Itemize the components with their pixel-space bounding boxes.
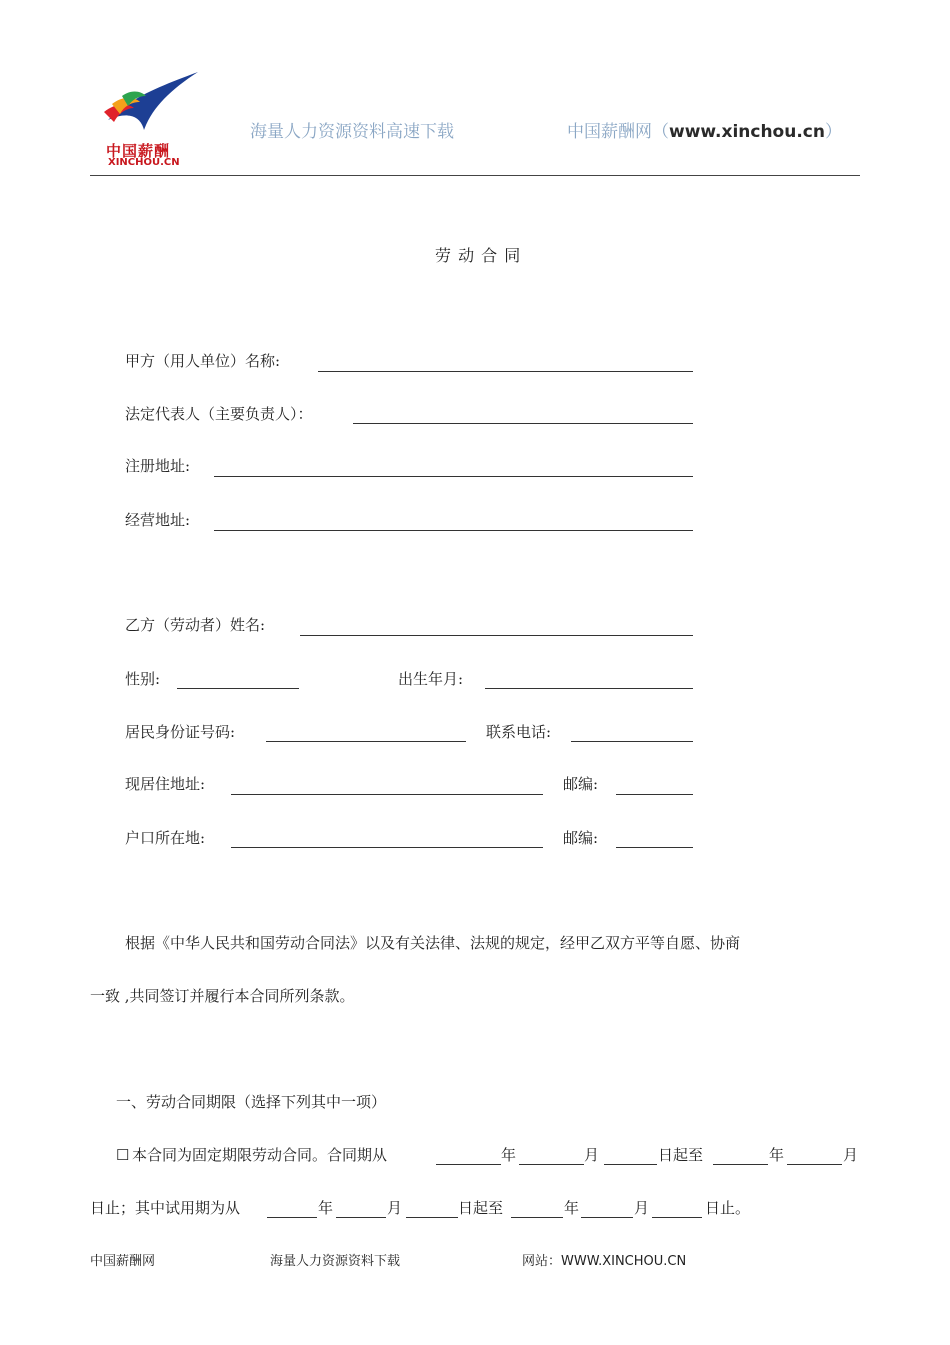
probation-end-month-unit: 月 xyxy=(634,1199,650,1217)
party-b-name-label: 乙方（劳动者）姓名: xyxy=(125,616,266,634)
header-site-prefix: 中国薪酬网（ xyxy=(567,122,669,142)
gender-label: 性别: xyxy=(125,670,161,688)
birth-label: 出生年月: xyxy=(398,670,464,688)
id-no-label: 居民身份证号码: xyxy=(125,723,236,741)
footer-left: 中国薪酬网 xyxy=(90,1254,156,1269)
intro-line-2: 一致 ,共同签订并履行本合同所列条款。 xyxy=(90,987,355,1005)
header-divider xyxy=(90,175,860,176)
end-year-field[interactable] xyxy=(713,1164,768,1165)
biz-address-field[interactable] xyxy=(214,530,693,531)
start-year-unit: 年 xyxy=(501,1146,517,1164)
footer-right xyxy=(522,1250,686,1269)
id-no-field[interactable] xyxy=(266,741,466,742)
probation-end-month-field[interactable] xyxy=(581,1217,633,1218)
probation-start-year-unit: 年 xyxy=(318,1199,334,1217)
probation-start-month-field[interactable] xyxy=(336,1217,386,1218)
footer-site-url[interactable]: WWW.XINCHOU.CN xyxy=(561,1254,687,1269)
probation-start-day-field[interactable] xyxy=(406,1217,458,1218)
reg-address-label: 注册地址: xyxy=(125,457,191,475)
end-year-unit: 年 xyxy=(769,1146,785,1164)
phone-field[interactable] xyxy=(571,741,693,742)
header-site-url[interactable]: www.xinchou.cn xyxy=(669,122,825,142)
phone-label: 联系电话: xyxy=(486,723,552,741)
legal-rep-label: 法定代表人（主要负责人）： xyxy=(125,405,313,423)
probation-start-year-field[interactable] xyxy=(267,1217,317,1218)
hukou-label: 户口所在地: xyxy=(125,829,206,847)
start-month-unit: 月 xyxy=(584,1146,600,1164)
birth-field[interactable] xyxy=(485,688,693,689)
party-a-name-label: 甲方（用人单位）名称: xyxy=(125,352,281,370)
footer-site-label: 网站： xyxy=(522,1254,562,1269)
header-slogan: 海量人力资源资料高速下载 xyxy=(250,122,454,142)
probation-end-day-field[interactable] xyxy=(652,1217,702,1218)
header-site xyxy=(567,117,842,142)
page-title: 劳 动 合 同 xyxy=(435,246,522,265)
logo-swoosh-icon xyxy=(100,68,210,138)
start-year-field[interactable] xyxy=(436,1164,501,1165)
start-month-field[interactable] xyxy=(519,1164,584,1165)
gender-field[interactable] xyxy=(177,688,299,689)
fixed-term-checkbox[interactable]: ☐ xyxy=(116,1146,130,1164)
zip2-field[interactable] xyxy=(616,847,693,848)
reg-address-field[interactable] xyxy=(214,476,693,477)
probation-end-day-unit: 日止。 xyxy=(705,1199,751,1217)
logo-text-cn: 中国薪酬 xyxy=(106,142,171,160)
start-day-unit: 日起至 xyxy=(658,1146,704,1164)
footer-middle: 海量人力资源资料下载 xyxy=(270,1254,401,1269)
section-1-heading: 一、劳动合同期限（选择下列其中一项） xyxy=(116,1093,387,1111)
hukou-field[interactable] xyxy=(231,847,543,848)
legal-rep-field[interactable] xyxy=(353,423,693,424)
address-label: 现居住地址: xyxy=(125,775,206,793)
fixed-term-text: 本合同为固定期限劳动合同。合同期从 xyxy=(132,1146,388,1164)
probation-start-month-unit: 月 xyxy=(387,1199,403,1217)
probation-end-year-unit: 年 xyxy=(564,1199,580,1217)
site-logo xyxy=(100,68,210,168)
probation-text: 日止；其中试用期为从 xyxy=(90,1199,241,1217)
end-month-field[interactable] xyxy=(787,1164,842,1165)
zip1-field[interactable] xyxy=(616,794,693,795)
header-site-suffix: ） xyxy=(824,122,842,142)
party-b-name-field[interactable] xyxy=(300,635,693,636)
intro-line-1: 根据《中华人民共和国劳动合同法》以及有关法律、法规的规定，经甲乙双方平等自愿、协商 xyxy=(125,934,741,952)
biz-address-label: 经营地址: xyxy=(125,511,191,529)
logo-text-en: XINCHOU.CN xyxy=(108,157,180,168)
end-month-unit: 月 xyxy=(843,1146,859,1164)
party-a-name-field[interactable] xyxy=(318,371,693,372)
zip2-label: 邮编: xyxy=(563,829,599,847)
probation-end-year-field[interactable] xyxy=(511,1217,563,1218)
zip1-label: 邮编: xyxy=(563,775,599,793)
address-field[interactable] xyxy=(231,794,543,795)
probation-start-day-unit: 日起至 xyxy=(458,1199,504,1217)
start-day-field[interactable] xyxy=(604,1164,657,1165)
